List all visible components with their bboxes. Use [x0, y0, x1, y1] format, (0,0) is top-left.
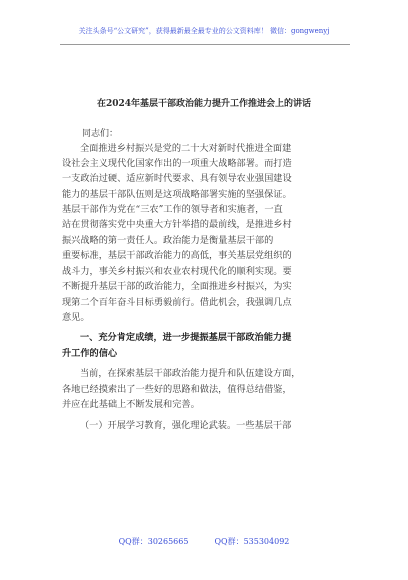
body-line-6: 站在贯彻落实党中央重大方针举措的最前线，是推进乡村	[62, 219, 292, 230]
footer-qq-group-2: QQ群：535304092	[214, 537, 290, 546]
footer-qq-group-1: QQ群：30265665	[118, 537, 189, 546]
section-heading-line-1: 一、充分肯定成绩，进一步提振基层干部政治能力提	[80, 332, 292, 343]
top-banner: 关注头条号“公文研究”，获得最新最全最专业的公文资料库！ 微信：gongwenyj	[78, 27, 330, 35]
document-title: 在2024年基层干部政治能力提升工作推进会上的讲话	[96, 99, 312, 109]
body-line-14: 各地已经摸索出了一些好的思路和做法，值得总结借鉴，	[62, 384, 292, 395]
subsection-line: （一）开展学习教育，强化理论武装。一些基层干部	[80, 420, 292, 431]
body-line-5: 基层干部作为党在“三农”工作的领导者和实施者，一直	[62, 204, 283, 215]
body-line-12: 意见。	[62, 312, 90, 323]
body-line-11: 现第二个百年奋斗目标勇毅前行。借此机会，我强调几点	[62, 297, 292, 308]
salutation: 同志们：	[82, 129, 119, 139]
body-line-3: 一支政治过硬、适应新时代要求、具有领导农业强国建设	[62, 173, 292, 184]
header-rule	[60, 44, 350, 45]
body-line-13: 当前，在探索基层干部政治能力提升和队伍建设方面，	[80, 368, 301, 379]
body-line-2: 设社会主义现代化国家作出的一项重大战略部署。而打造	[62, 158, 292, 169]
body-line-4: 能力的基层干部队伍则是这项战略部署实施的坚强保证。	[62, 189, 292, 200]
body-line-9: 战斗力，事关乡村振兴和农业农村现代化的顺利实现。要	[62, 266, 292, 277]
body-line-8: 重要标准，基层干部政治能力的高低，事关基层党组织的	[62, 250, 292, 261]
body-line-15: 并应在此基础上不断发展和完善。	[62, 399, 200, 410]
body-line-1: 全面推进乡村振兴是党的二十大对新时代推进全面建	[80, 143, 292, 154]
section-heading-line-2: 升工作的信心	[62, 348, 118, 359]
footer-contacts	[0, 536, 408, 547]
body-line-10: 不断提升基层干部的政治能力，全面推进乡村振兴，为实	[62, 281, 292, 292]
body-line-7: 振兴战略的第一责任人。政治能力是衡量基层干部的	[62, 235, 274, 246]
